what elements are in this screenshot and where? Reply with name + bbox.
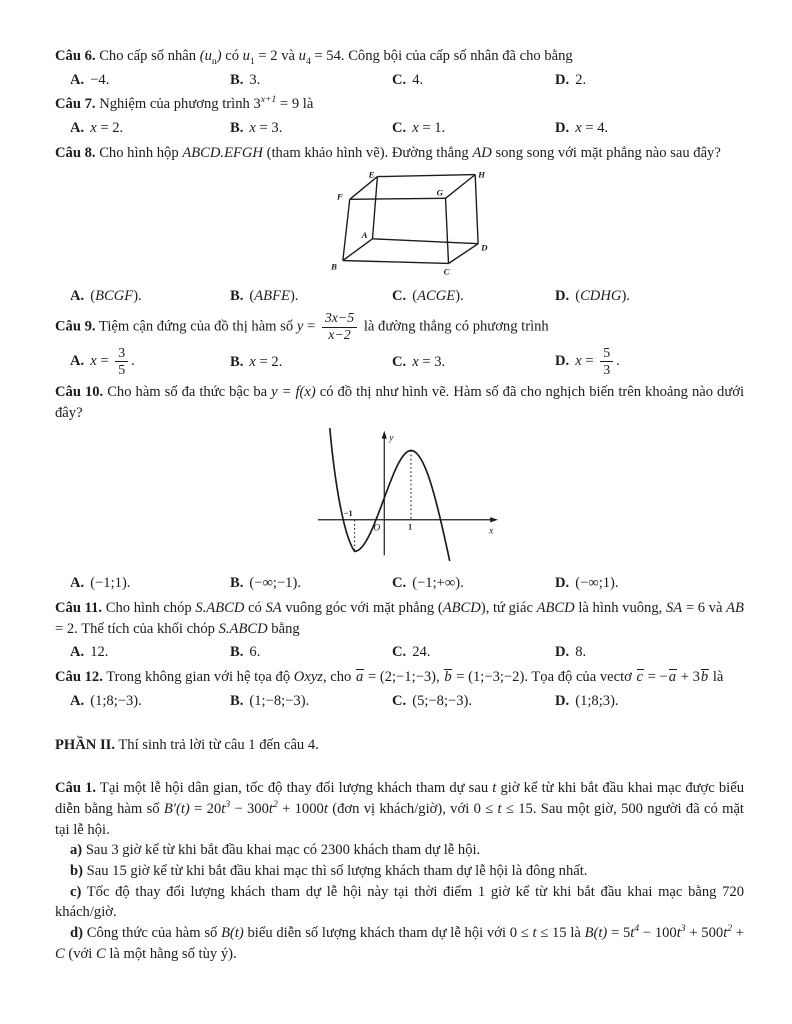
question-8-option-b — [230, 286, 392, 307]
option-label: A. — [70, 644, 85, 661]
question-11-option-a — [70, 642, 230, 663]
question-8-option-d — [555, 286, 744, 307]
option-value: x = 3. — [249, 120, 283, 137]
option-label: B. — [230, 644, 244, 661]
option-value: x = 2. — [249, 353, 283, 370]
question-10-option-d — [555, 573, 744, 594]
question-7-options — [70, 118, 744, 139]
option-value: x = $\frac{5}{3}$ . — [575, 346, 620, 378]
option-value: 4. — [412, 71, 424, 88]
cubic-graph-figure — [315, 428, 503, 563]
question-8-option-c — [392, 286, 555, 307]
option-label: A. — [70, 692, 85, 709]
option-value: (1;8;3). — [575, 692, 619, 709]
option-label: D. — [555, 575, 570, 592]
option-value: (1;−8;−3). — [249, 692, 310, 709]
question-10-option-a — [70, 573, 230, 594]
y-axis-arrow — [381, 431, 386, 439]
question-8-option-a — [70, 286, 230, 307]
question-10-stem: Câu 10. Cho hàm số đa thức bậc ba y = f(x) có đồ thị như hình vẽ. Hàm số đã cho nghịch biến trên khoảng nào dưới đây? — [55, 383, 745, 421]
x-axis-label: x — [488, 527, 493, 538]
option-value: 8. — [575, 644, 587, 661]
option-label: D. — [555, 644, 570, 661]
option-value: −4. — [90, 71, 110, 88]
option-value: (BCGF). — [90, 288, 142, 305]
option-label: D. — [555, 288, 570, 305]
option-label: A. — [70, 71, 85, 88]
option-label: C. — [392, 120, 407, 137]
vertex-label-e: E — [368, 169, 374, 180]
question-6-option-c — [392, 70, 555, 91]
vertex-label-h: H — [477, 169, 485, 180]
option-label: A. — [70, 288, 85, 305]
part2-header — [55, 735, 744, 756]
statement-a: a) Sau 3 giờ kể từ khi bắt đầu khai mạc có 2300 khách tham dự lễ hội. — [70, 842, 481, 859]
vertex-label-f: F — [336, 190, 343, 201]
question-7-stem: Câu 7. Nghiệm của phương trình $3^{x+1} = 9$ là — [55, 94, 314, 113]
option-label: C. — [392, 288, 407, 305]
vertex-label-b: B — [330, 261, 337, 272]
option-value: 6. — [249, 644, 261, 661]
question-8 — [55, 143, 744, 307]
question-6 — [55, 46, 744, 90]
box-edges — [342, 174, 477, 263]
question-12-option-d — [555, 691, 744, 712]
part2-header-label: PHẦN II. — [55, 737, 115, 754]
option-value: x = $\frac{3}{5}$ . — [90, 346, 135, 378]
box-figure-container — [55, 169, 744, 284]
cubic-curve — [329, 429, 449, 561]
vertex-label-c: C — [443, 265, 449, 276]
option-label: B. — [230, 575, 244, 592]
option-label: B. — [230, 353, 244, 370]
option-label: C. — [392, 71, 407, 88]
option-value: (ABFE). — [249, 288, 299, 305]
vertex-label-d: D — [480, 242, 488, 253]
option-label: B. — [230, 288, 244, 305]
cubic-graph-container — [55, 428, 744, 570]
question-11-option-c — [392, 642, 555, 663]
option-value: x = 2. — [90, 120, 124, 137]
question-12-options — [70, 691, 744, 712]
question-11-option-d — [555, 642, 744, 663]
question-9-option-c — [392, 352, 555, 373]
option-value: x = 1. — [412, 120, 446, 137]
question-9-options — [70, 346, 744, 378]
question-9-option-d — [555, 346, 744, 378]
statement-d: d) Công thức của hàm số B(t) biểu diễn số lượng khách tham dự lễ hội với 0 ≤ t ≤ 15 là $B(t) = 5t^4 - 100t^3 + 500t^2 + C$ (với C là một hằng số tùy ý). — [55, 923, 745, 962]
question-10 — [55, 382, 744, 594]
question-9-stem: Câu 9. Tiệm cận đứng của đồ thị hàm số y = $\frac{3x-5}{x-2}$ là đường thẳng có phương trình — [55, 311, 549, 344]
option-value: 2. — [575, 71, 587, 88]
question-9-option-b — [230, 352, 392, 373]
question-11 — [55, 598, 744, 663]
question-12-option-a — [70, 691, 230, 712]
tick-label-1: 1 — [407, 523, 412, 533]
question-12-option-c — [392, 691, 555, 712]
question-11-option-b — [230, 642, 392, 663]
option-label: C. — [392, 575, 407, 592]
question-6-options — [70, 70, 744, 91]
question-9 — [55, 311, 744, 378]
question-6-option-d — [555, 70, 744, 91]
question-12-option-b — [230, 691, 392, 712]
option-value: (−1;1). — [90, 575, 131, 592]
option-value: 24. — [412, 644, 431, 661]
question-7-option-d — [555, 118, 744, 139]
question-10-option-c — [392, 573, 555, 594]
statement-b: b) Sau 15 giờ kể từ khi bắt đầu khai mạc thì số lượng khách tham dự lễ hội là đông nhất. — [70, 863, 588, 880]
option-value: (1;8;−3). — [90, 692, 142, 709]
option-value: (−∞;−1). — [249, 575, 301, 592]
question-11-stem: Câu 11. Cho hình chóp S.ABCD có SA vuông góc với mặt phẳng (ABCD), tứ giác ABCD là hình vuông, SA = 6 và AB = 2. Thể tích của khối chóp S.ABCD bằng — [55, 599, 744, 637]
option-label: A. — [70, 353, 85, 370]
option-value: (5;−8;−3). — [412, 692, 473, 709]
question-8-stem: Câu 8. Cho hình hộp ABCD.EFGH (tham khảo hình vẽ). Đường thẳng AD song song với mặt phẳng nào sau đây? — [55, 144, 721, 161]
option-label: C. — [392, 644, 407, 661]
question-6-option-b — [230, 70, 392, 91]
vertex-label-a: A — [361, 229, 368, 240]
option-value: (−1;+∞). — [412, 575, 464, 592]
option-value: 3. — [249, 71, 261, 88]
option-label: C. — [392, 353, 407, 370]
option-value: (ACGE). — [412, 288, 464, 305]
option-label: D. — [555, 692, 570, 709]
statement-c: c) Tốc độ thay đổi lượng khách tham dự lễ hội này tại thời điểm 1 giờ kể từ khi bắt đầu khai mạc bằng 720 khách/giờ. — [55, 883, 744, 921]
option-label: A. — [70, 575, 85, 592]
box-figure — [330, 169, 488, 277]
option-label: D. — [555, 353, 570, 370]
question-12-stem: Câu 12. Trong không gian với hệ tọa độ Oxyz, cho a = (2;−1;−3), b = (1;−3;−2). Tọa độ của vectơ c = −a + 3b là — [55, 667, 744, 688]
question-12 — [55, 667, 744, 711]
question-6-option-a — [70, 70, 230, 91]
question-7-option-c — [392, 118, 555, 139]
question-7-option-a — [70, 118, 230, 139]
option-label: B. — [230, 120, 244, 137]
option-value: x = 3. — [412, 353, 446, 370]
option-label: B. — [230, 692, 244, 709]
question-10-option-b — [230, 573, 392, 594]
part2-question-1 — [55, 778, 744, 964]
question-6-stem: Câu 6. Cho cấp số nhân $(u_n)$ có $u_1 = 2$ và $u_4 = 54$. Công bội của cấp số nhân đã cho bằng — [55, 48, 573, 67]
question-7-option-b — [230, 118, 392, 139]
question-7 — [55, 94, 744, 138]
question-11-options — [70, 642, 744, 663]
option-label: B. — [230, 71, 244, 88]
option-value: 12. — [90, 644, 109, 661]
option-label: A. — [70, 120, 85, 137]
option-label: D. — [555, 120, 570, 137]
part2-question-1-stem: Câu 1. Tại một lễ hội dân gian, tốc độ thay đổi lượng khách tham dự sau t giờ kể từ khi bắt đầu khai mạc được biểu diễn bằng hàm số $B'(t) = 20t^3 - 300t^2 + 1000t$ (đơn vị khách/giờ), với 0 ≤ t ≤ 15. Sau một giờ, 500 người đã có mặt tại lễ hội. — [55, 780, 745, 838]
tick-label-neg1: −1 — [343, 509, 353, 519]
x-axis-arrow — [490, 517, 498, 522]
part2-header-text: Thí sinh trả lời từ câu 1 đến câu 4. — [115, 737, 319, 754]
option-value: (−∞;1). — [575, 575, 619, 592]
vertex-label-g: G — [436, 186, 443, 197]
y-axis-label: y — [388, 433, 393, 444]
question-9-option-a — [70, 346, 230, 378]
option-value: (CDHG). — [575, 288, 630, 305]
option-value: x = 4. — [575, 120, 609, 137]
option-label: C. — [392, 692, 407, 709]
question-8-options — [70, 286, 744, 307]
question-10-options — [70, 573, 744, 594]
origin-label: O — [372, 524, 380, 535]
option-label: D. — [555, 71, 570, 88]
